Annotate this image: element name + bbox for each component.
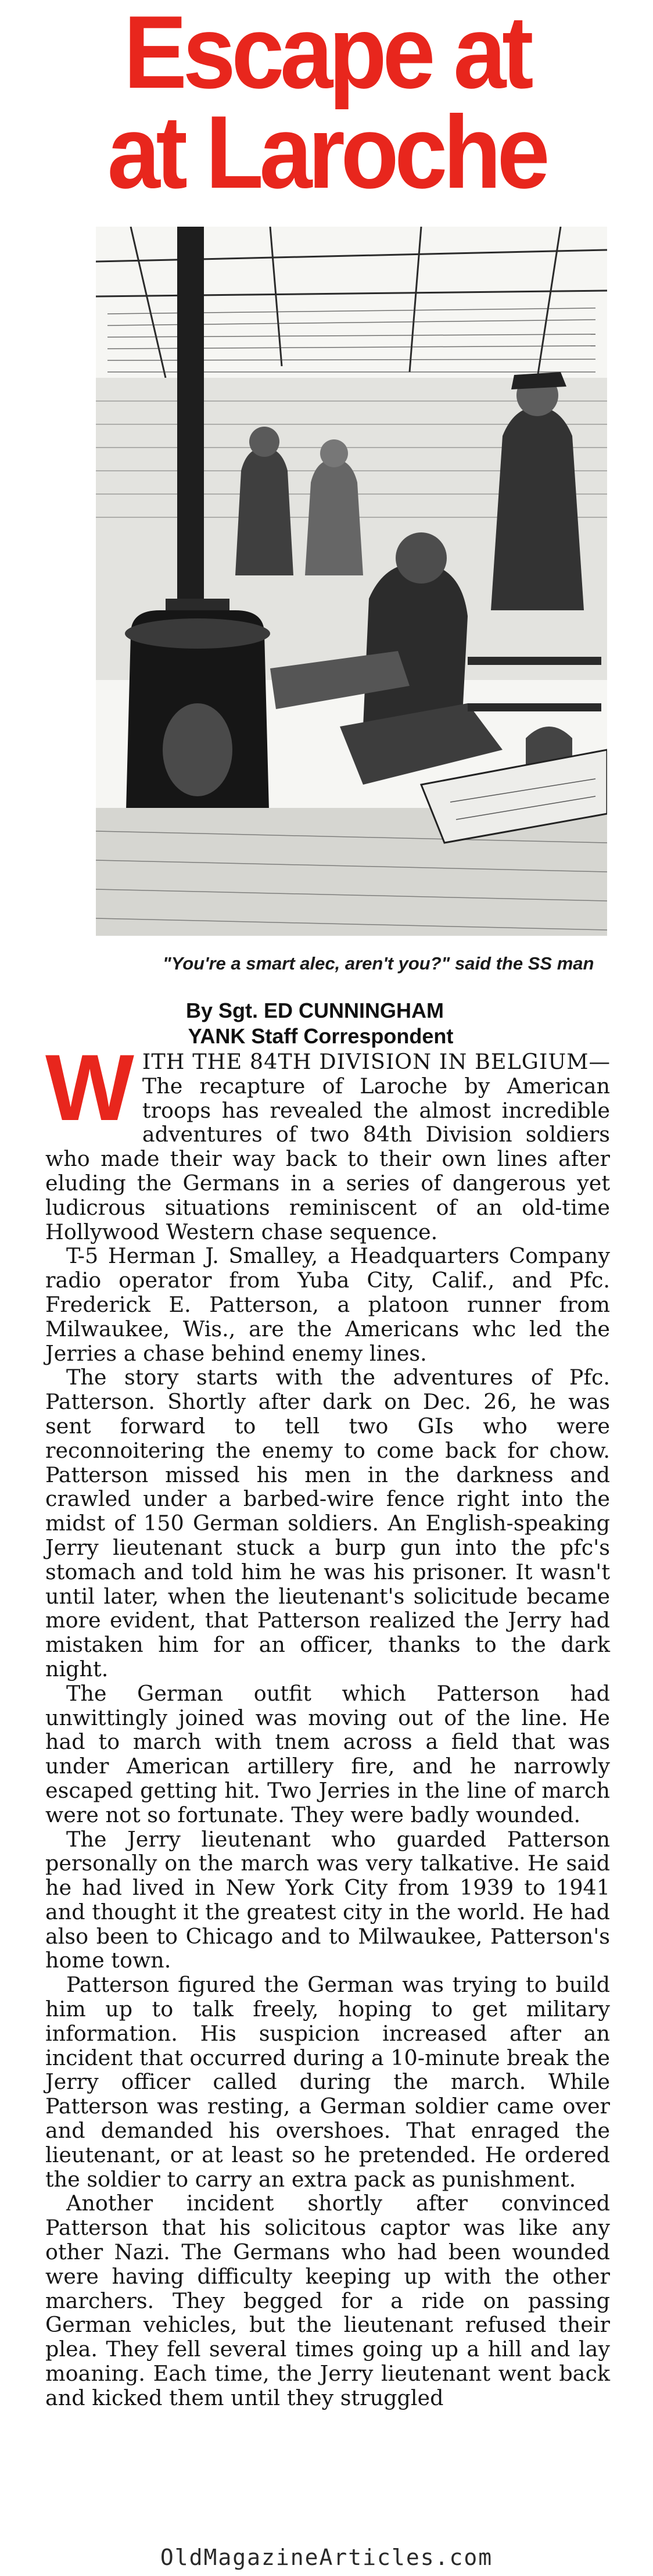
paragraph-3: The story starts with the adventures of Pfc. Patterson. Shortly after dark on Dec. 26, he was sent forward to tell two GIs who were reconnoitering the enemy to come back for chow. Patterson missed his men in the darkness and crawled under a barbed-wire fence right into the midst of 150 German soldiers. An English-speaking Jerry lieutenant stuck a burp gun into the pfc's stomach and told him he was his prisoner. It wasn't until later, when the lieutenant's solicitude became more evident, that Patterson realized the Jerry had mistaken him for an officer, thanks to the dark night. (45, 1365, 610, 1681)
paragraph-7: Another incident shortly after convinced Patterson that his solicitous captor was like any other Nazi. The Germans who had been wounded were having difficulty keeping up with the other marchers. They begged for a ride on passing German vehicles, but the lieutenant refused their plea. They fell several times going up a hill and lay moaning. Each time, the Jerry lieutenant went back and kicked them until they struggled (45, 2191, 610, 2410)
paragraph-6: Patterson figured the German was trying to build him up to talk freely, hoping to get military information. His suspicion increased after an incident that occurred during a 10-minute break the Jerry officer called during the march. While Patterson was resting, a German soldier came over and demanded his overshoes. That enraged the lieutenant, or at least so he pretended. He ordered the soldier to carry an extra pack as punishment. (45, 1972, 610, 2192)
headline-line-2: at Laroche (107, 94, 546, 210)
dateline: ITH THE 84TH DIVISION IN BELGIUM (142, 1049, 589, 1074)
drop-cap: W (45, 1035, 134, 1140)
source-footer: OldMagazineArticles.com (160, 2545, 493, 2570)
illustration-caption: "You're a smart alec, aren't you?" said the SS man (163, 953, 594, 974)
paragraph-4: The German outfit which Patterson had unwittingly joined was moving out of the line. He had to march with tnem across a field that was under American artillery fire, and he narrowly escaped getting hit. Two Jerries in the line of march were not so fortunate. They were badly wounded. (45, 1680, 610, 1827)
paragraph-5: The Jerry lieutenant who guarded Patterson personally on the march was very talkative. He said he had lived in New York City from 1939 to 1941 and thought it the greatest city in the world. He had also been to Chicago and to Milwaukee, Patterson's home town. (45, 1826, 610, 1973)
headline-line-1: Escape at (123, 0, 530, 110)
article-illustration (96, 227, 607, 936)
paragraph-2: T-5 Herman J. Smalley, a Headquarters Company radio operator from Yuba City, Calif., and Pfc. Frederick E. Patterson, a platoon runner from Milwaukee, Wis., are the Americans whc led the Jerries a chase behind enemy lines. (45, 1243, 610, 1366)
author-role: YANK Staff Correspondent (188, 1024, 454, 1048)
author-byline: By Sgt. ED CUNNINGHAM (185, 999, 444, 1022)
headline (26, 0, 627, 210)
wartime-interior-sketch-icon (96, 227, 607, 936)
paragraph-1-text: —The recapture of Laroche by American troops has revealed the almost incredible adventures of two 84th Division soldiers who made their way back to their own lines after eluding the Germans in a series of dangerous yet ludicrous situations reminiscent of an old-time Hollywood Western chase sequence. (45, 1049, 610, 1244)
